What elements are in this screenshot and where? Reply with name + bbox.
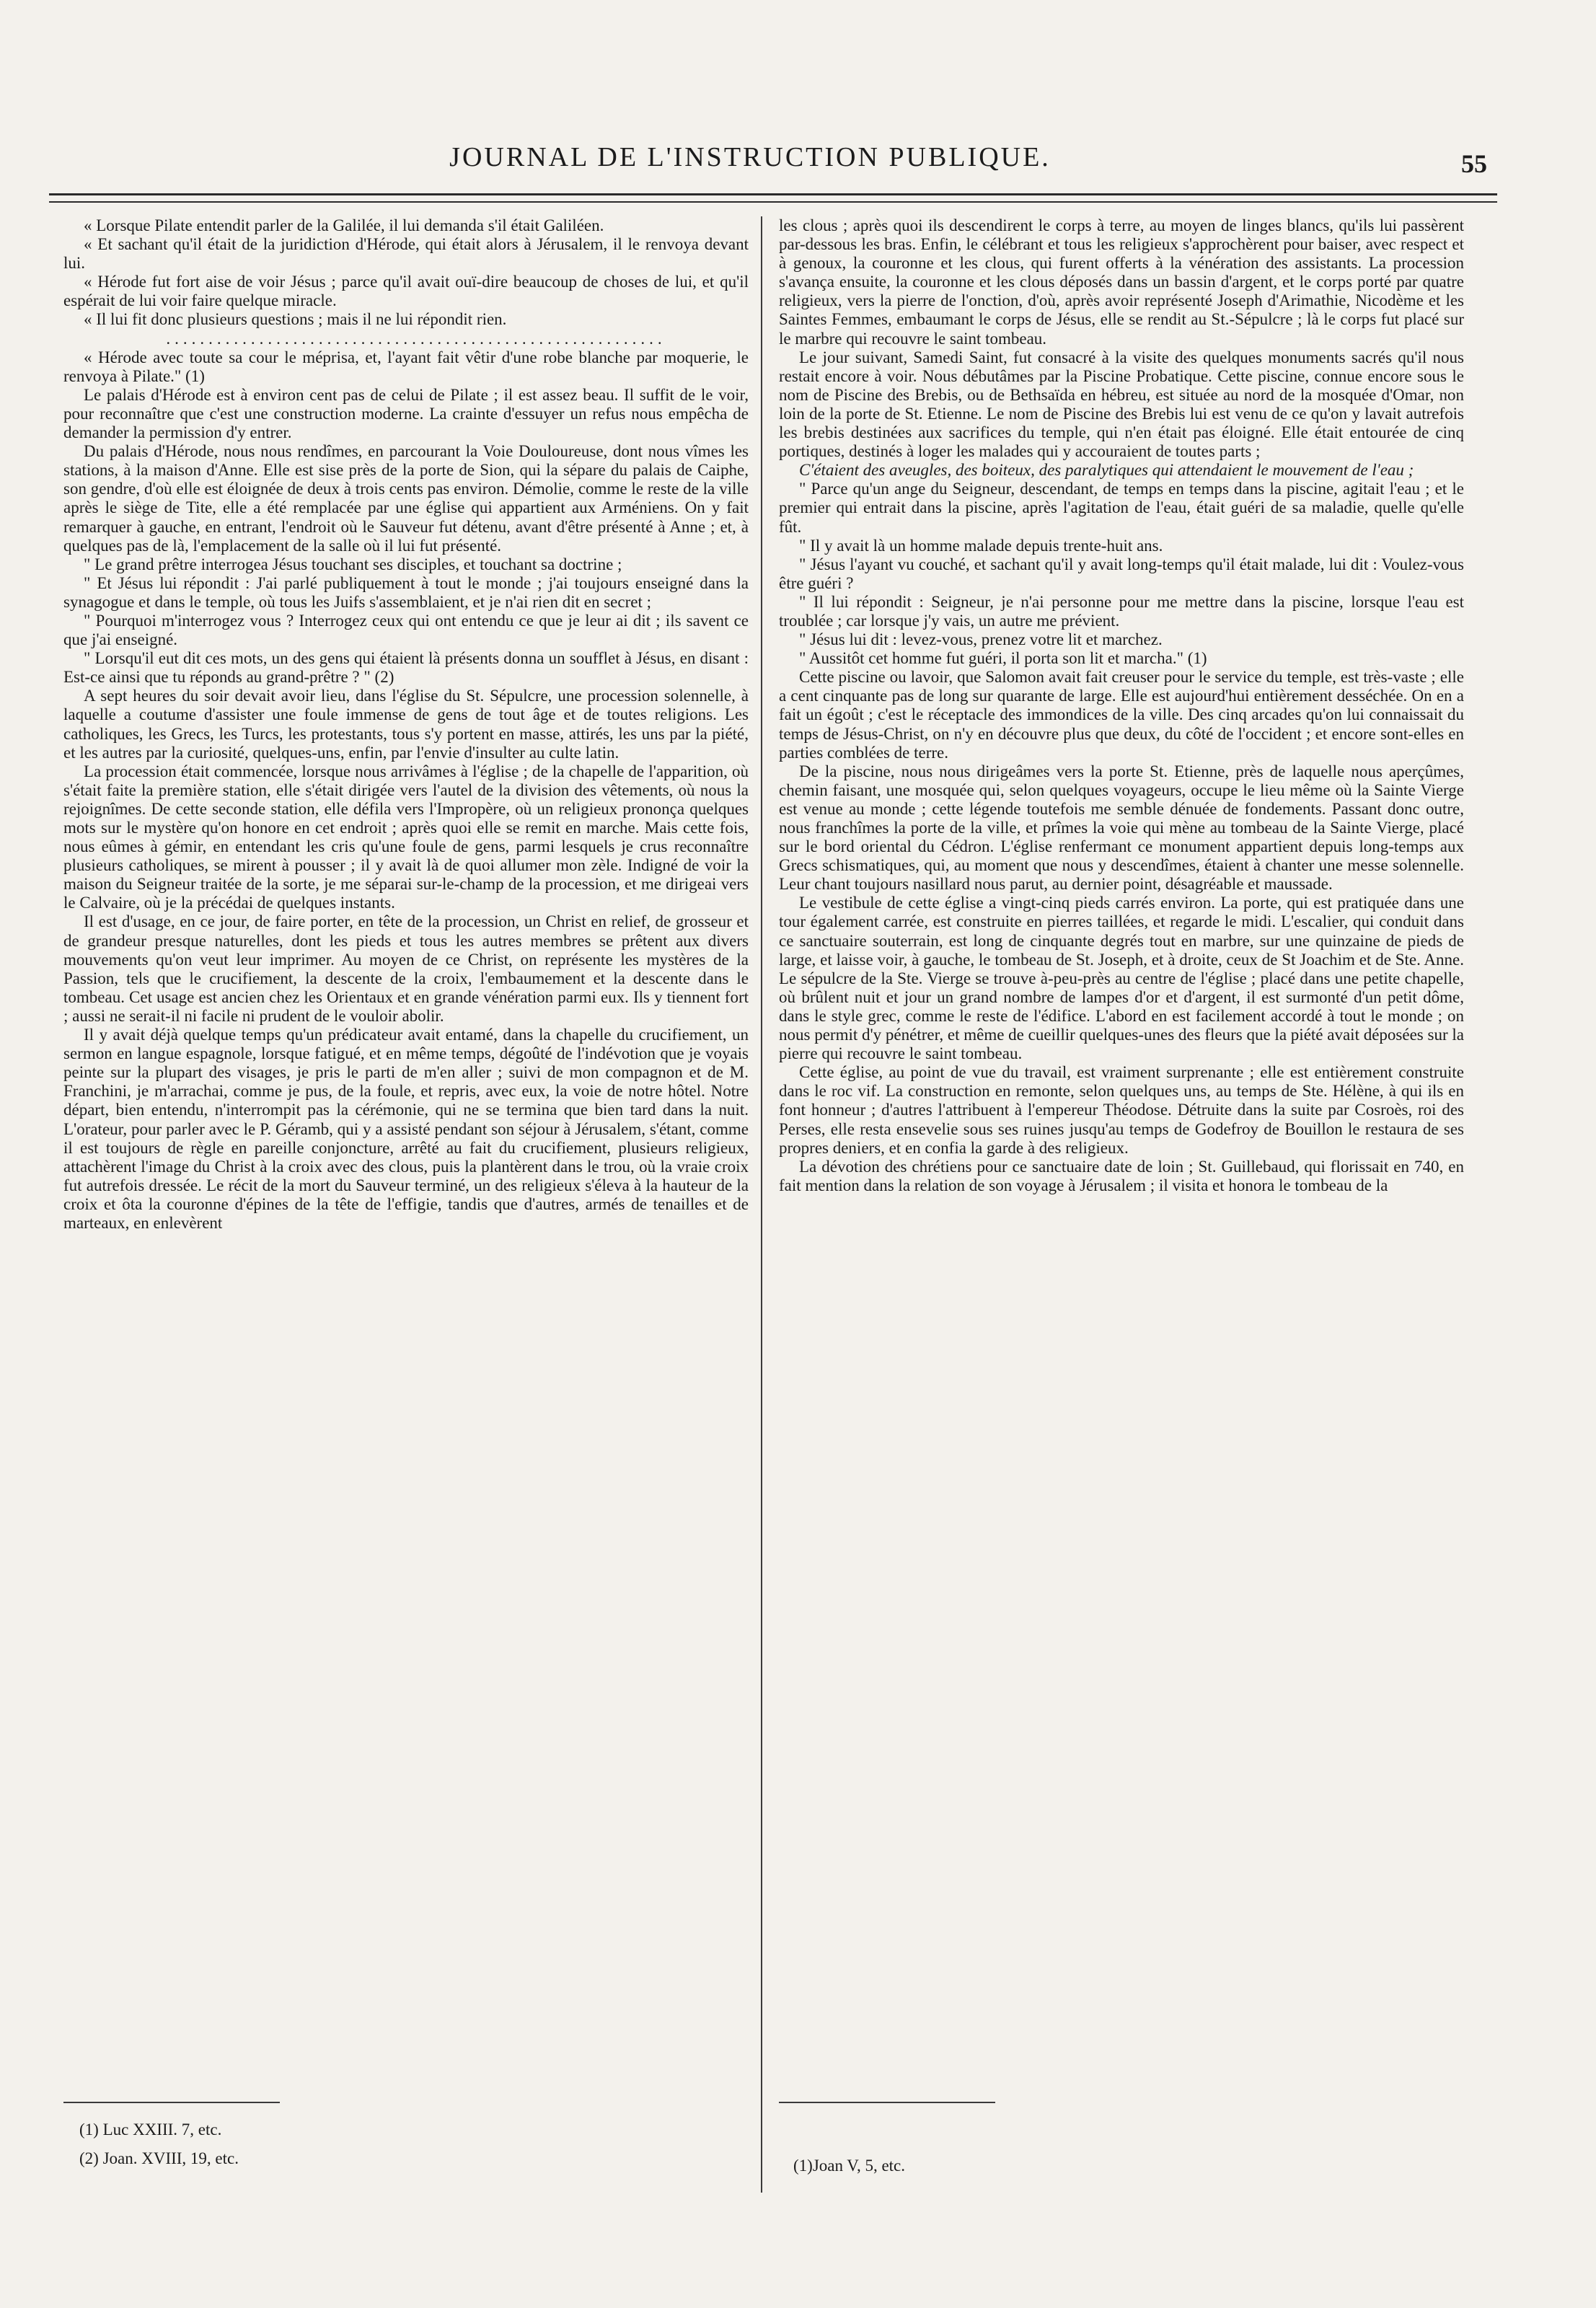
paragraph: " Et Jésus lui répondit : J'ai parlé publiquement à tout le monde ; j'ai toujours enseigné dans la synagogue et dans le temple, où tous les Juifs s'assemblaient, et je n'ai rien dit en secret ; bbox=[63, 573, 749, 611]
paragraph: « Il lui fit donc plusieurs questions ; mais il ne lui répondit rien. bbox=[84, 310, 507, 329]
footnote: (2) Joan. XVIII, 19, etc. bbox=[79, 2149, 239, 2167]
footnote: (1)Joan V, 5, etc. bbox=[793, 2157, 906, 2175]
paragraph: " Jésus l'ayant vu couché, et sachant qu'il y avait long-temps qu'il était malade, lui dit : Voulez-vous être guéri ? bbox=[779, 555, 1464, 592]
paragraph: La procession était commencée, lorsque nous arrivâmes à l'église ; de la chapelle de l'apparition, où s'était faite la première station, elle s'était dirigée vers l'autel de la division des vêtements, où nous la rejoignîmes. De cette seconde station, elle défila vers l'Impropère, où un religieux prononça quelques mots sur le mystère qu'on honore en cet endroit ; après quoi elle se remit en marche. Mais cette fois, nous eûmes à gémir, en entendant les cris qu'une foule de gens, parmi lesquels je crus reconnaître plusieurs catholiques, se mirent à pousser ; il y avait là de quoi allumer mon zèle. Indigné de voir la maison du Seigneur traitée de la sorte, je me séparai sur-le-champ de la procession, et me dirigeai vers le Calvaire, où je la précédai de quelques instants. bbox=[63, 762, 749, 912]
journal-title: JOURNAL DE L'INSTRUCTION PUBLIQUE. bbox=[449, 142, 1051, 172]
paragraph: « Hérode fut fort aise de voir Jésus ; parce qu'il avait ouï-dire beaucoup de choses de lui, et qu'il espérait de lui voir faire quelque miracle. bbox=[63, 273, 749, 310]
paragraph: « Et sachant qu'il était de la juridiction d'Hérode, qui était alors à Jérusalem, il le renvoya devant lui. bbox=[63, 235, 749, 273]
paragraph: Le jour suivant, Samedi Saint, fut consacré à la visite des quelques monuments sacrés qu'il nous restait encore à voir. Nous débutâmes par la Piscine Probatique. Cette piscine, connue encore sous le nom de Piscine des Brebis, ou de Bethsaïda en hébreu, est située au nord de la mosquée d'Omar, non loin de la porte de St. Etienne. Le nom de Piscine des Brebis lui est venu de ce qu'on y lavait autrefois les brebis destinées aux sacrifices du temple, qui n'en était pas éloigné. Elle était entourée de cinq portiques, destinés à loger les malades qui y accouraient de toutes parts ; bbox=[779, 348, 1464, 461]
paragraph: " Lorsqu'il eut dit ces mots, un des gens qui étaient là présents donna un soufflet à Jésus, en disant : Est-ce ainsi que tu réponds au grand-prêtre ? " (2) bbox=[63, 649, 749, 687]
paragraph: Le palais d'Hérode est à environ cent pas de celui de Pilate ; il est assez beau. Il suffit de le voir, pour reconnaître que c'est une construction moderne. La crainte d'essuyer un refus nous empêcha de demander la permission d'y entrer. bbox=[63, 385, 749, 442]
paragraph: De la piscine, nous nous dirigeâmes vers la porte St. Etienne, près de laquelle nous aperçûmes, chemin faisant, une mosquée qui, selon quelques voyageurs, occupe le lieu même où la Sainte Vierge est venue au monde ; cette légende toutefois me semble dénuée de fondements. Passant donc outre, nous franchîmes la porte de la ville, et prîmes la voie qui mène au tombeau de la Sainte Vierge, placé sur le bord oriental du Cédron. L'église renfermant ce monument appartient depuis long-temps aux Grecs schismatiques, qui, au moment que nous y descendîmes, étaient à chanter une messe solennelle. Leur chant toujours nasillard nous parut, au dernier point, désagréable et maussade. bbox=[779, 762, 1464, 894]
paragraph: Il est d'usage, en ce jour, de faire porter, en tête de la procession, un Christ en relief, de grosseur et de grandeur presque naturelles, dont les pieds et tous les autres membres se prêtent aux divers mouvements qu'on veut leur imprimer. Au moyen de ce Christ, on représente les mystères de la Passion, tels que le crucifiement, la descente de la croix, l'embaumement et la descente dans le tombeau. Cet usage est ancien chez les Orientaux et en grande vénération parmi eux. Ils y tiennent fort ; aussi ne serait-il ni facile ni prudent de le vouloir abolir. bbox=[63, 912, 749, 1025]
paragraph: " Le grand prêtre interrogea Jésus touchant ses disciples, et touchant sa doctrine ; bbox=[84, 555, 622, 573]
paragraph: Le vestibule de cette église a vingt-cinq pieds carrés environ. La porte, qui est pratiquée dans une tour également carrée, est construite en pierres taillées, et regarde le midi. L'escalier, qui conduit dans ce sanctuaire souterrain, est long de cinquante degrés tout en marbre, sur une quinzaine de pieds de large, et laisse voir, à gauche, le tombeau de St. Joseph, et à droite, ceux de St Joachim et de Ste. Anne. Le sépulcre de la Ste. Vierge se trouve à-peu-près au centre de l'église ; placé dans une petite chapelle, où brûlent nuit et jour un grand nombre de lampes d'or et d'argent, il est surmonté d'un petit dôme, dans le style grec, comme le reste de l'édifice. L'abord en est facilement accordé à tout le monde ; on nous permit d'y pénétrer, et même de cueillir quelques-unes des fleurs que la piété avait déposées sur la pierre qui recouvre le saint tombeau. bbox=[779, 894, 1464, 1063]
paragraph: C'étaient des aveugles, des boiteux, des paralytiques qui attendaient le mouvement de l'eau ; bbox=[799, 461, 1414, 480]
left-column bbox=[63, 216, 749, 1233]
paragraph: La dévotion des chrétiens pour ce sanctuaire date de loin ; St. Guillebaud, qui florissait en 740, en fait mention dans la relation de son voyage à Jérusalem ; il visita et honora le tombeau de la bbox=[779, 1157, 1464, 1194]
paragraph: " Aussitôt cet homme fut guéri, il porta son lit et marcha." (1) bbox=[799, 649, 1207, 668]
paragraph: Cette église, au point de vue du travail, est vraiment surprenante ; elle est entièrement construite dans le roc vif. La construction en remonte, selon quelques uns, au temps de Ste. Hélène, à qui ils en font honneur ; d'autres l'attribuent à l'empereur Théodose. Détruite dans la suite par Cosroès, roi des Perses, elle resta ensevelie sous ses ruines jusqu'au temps de Godefroy de Bouillon le restaura de ses propres deniers, et en confia la garde à des religieux. bbox=[779, 1063, 1464, 1157]
paragraph: « Lorsque Pilate entendit parler de la Galilée, il lui demanda s'il était Galiléen. bbox=[84, 216, 604, 234]
paragraph: Il y avait déjà quelque temps qu'un prédicateur avait entamé, dans la chapelle du crucifiement, un sermon en langue espagnole, lorsque fatigué, et en même temps, dégoûté de l'indévotion que je voyais peinte sur la plupart des visages, je pris le parti de m'en aller ; suivi de mon compagnon et de M. Franchini, je m'arrachai, comme je pus, de la foule, et repris, avec eux, la voie de notre hôtel. Notre départ, bien entendu, n'interrompit pas la cérémonie, qui ne se termina que bien tard dans la nuit. L'orateur, pour parler avec le P. Géramb, qui y a assisté pendant son séjour à Jérusalem, s'étant, comme il est toujours de règle en pareille conjoncture, arrêté au fait du crucifiement, plusieurs religieux, attachèrent l'image du Christ à la croix avec des clous, puis la plantèrent dans le trou, où la vraie croix fut autrefois dressée. Le récit de la mort du Sauveur terminé, un des religieux s'éleva à la hauteur de la croix et ôta la couronne d'épines de la tête de l'effigie, tandis que d'autres, armés de tenailles et de marteaux, en enlevèrent bbox=[63, 1026, 749, 1232]
paragraph: " Il lui répondit : Seigneur, je n'ai personne pour me mettre dans la piscine, lorsque l'eau est troublée ; car lorsque j'y vais, un autre me prévient. bbox=[779, 592, 1464, 630]
footnote: (1) Luc XXIII. 7, etc. bbox=[79, 2120, 222, 2139]
header-rule-bottom bbox=[49, 201, 1497, 203]
column-divider bbox=[761, 216, 762, 2193]
paragraph: " Parce qu'un ange du Seigneur, descendant, de temps en temps dans la piscine, agitait l'eau ; et le premier qui entrait dans la piscine, après l'agitation de l'eau, était guéri de sa maladie, quelle qu'elle fût. bbox=[779, 480, 1464, 536]
header-rule-top bbox=[49, 193, 1497, 195]
right-column bbox=[779, 216, 1464, 1195]
running-head bbox=[0, 141, 1596, 185]
paragraph: Cette piscine ou lavoir, que Salomon avait fait creuser pour le service du temple, est très-vaste ; elle a cent cinquante pas de long sur quarante de large. Elle est aujourd'hui entièrement desséchée. On en a fait un égoût ; c'est le réceptacle des immondices de la ville. Des cinq arcades qu'on lui connaissait du temps de Jésus-Christ, on n'y en découvre plus que deux, du côté de l'occident ; et encore sont-elles en parties comblées de terre. bbox=[779, 668, 1464, 762]
ellipsis-separator: ........................................................... bbox=[166, 329, 666, 348]
paragraph: A sept heures du soir devait avoir lieu, dans l'église du St. Sépulcre, une procession solennelle, à laquelle a coutume d'assister une foule immense de gens de tout âge et de toutes religions. Les catholiques, les Grecs, les Turcs, les protestants, tous s'y portent en masse, attirés, les uns par la piété, et les autres par la curiosité, quelques-uns, enfin, par l'envie d'insulter au culte latin. bbox=[63, 687, 749, 762]
paragraph: " Jésus lui dit : levez-vous, prenez votre lit et marchez. bbox=[799, 630, 1163, 649]
paragraph: " Il y avait là un homme malade depuis trente-huit ans. bbox=[799, 536, 1163, 555]
paragraph: les clous ; après quoi ils descendirent le corps à terre, au moyen de linges blancs, qu'ils lui passèrent par-dessous les bras. Enfin, le célébrant et tous les religieux s'approchèrent pour baiser, avec respect et à genoux, la couronne et les clous, qui furent offerts à la vénération des assistants. La procession s'avança ensuite, la couronne et les clous déposés dans un bassin d'argent, et le corps porté par quatre religieux, vers la pierre de l'onction, d'où, après avoir représenté Joseph d'Arimathie, Nicodème et les Saintes Femmes, embaumant le corps de Jésus, elle se rendit au St.-Sépulcre ; là le corps fut placé sur le marbre qui recouvre le saint tombeau. bbox=[779, 216, 1464, 348]
footnote-rule-left bbox=[63, 2102, 280, 2103]
footnote-rule-right bbox=[779, 2102, 995, 2103]
paragraph: Du palais d'Hérode, nous nous rendîmes, en parcourant la Voie Douloureuse, dont nous vîmes les stations, à la maison d'Anne. Elle est sise près de la porte de Sion, qui la sépare du palais de Caiphe, son gendre, d'où elle est éloignée de deux à trois cents pas environ. Démolie, comme le reste de la ville après le siège de Tite, elle a été remplacée par une église qui appartient aux Arméniens. On y fait remarquer à gauche, en entrant, l'endroit où le Sauveur fut détenu, avant d'être présenté à Anne ; et, à quelques pas de là, l'emplacement de la salle où il lui fut présenté. bbox=[63, 442, 749, 555]
paragraph: « Hérode avec toute sa cour le méprisa, et, l'ayant fait vêtir d'une robe blanche par moquerie, le renvoya à Pilate." (1) bbox=[63, 348, 749, 385]
page-number: 55 bbox=[1461, 149, 1487, 178]
paragraph: " Pourquoi m'interrogez vous ? Interrogez ceux qui ont entendu ce que je leur ai dit ; ils savent ce que j'ai enseigné. bbox=[63, 611, 749, 649]
